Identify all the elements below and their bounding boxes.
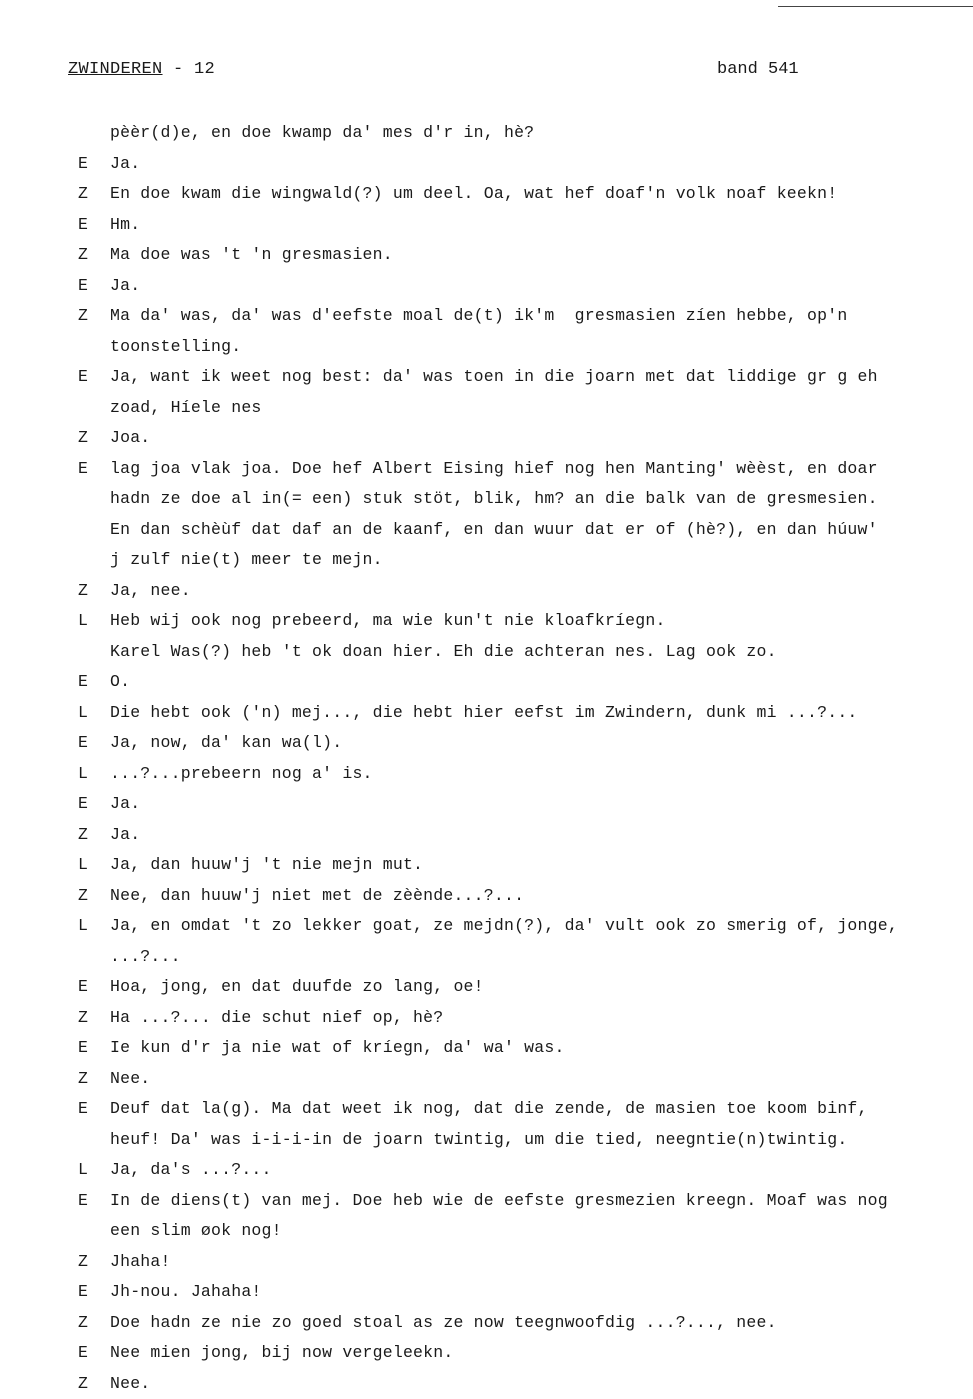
utterance-text: heuf! Da' was i-i-i-in de joarn twintig, um die tied, neegntie(n)twintig. bbox=[110, 1125, 847, 1156]
document-title: ZWINDEREN bbox=[68, 60, 163, 79]
utterance-text: In de diens(t) van mej. Doe heb wie de eefste gresmezien kreegn. Moaf was nog bbox=[110, 1186, 888, 1217]
transcript-line bbox=[0, 1216, 973, 1247]
speaker-label: Z bbox=[78, 881, 88, 912]
transcript-line bbox=[0, 1125, 973, 1156]
utterance-text: Ha ...?... die schut nief op, hè? bbox=[110, 1003, 443, 1034]
transcript-line bbox=[0, 1338, 973, 1369]
transcript-line bbox=[0, 1277, 973, 1308]
utterance-text: Nee mien jong, bij now vergeleekn. bbox=[110, 1338, 453, 1369]
utterance-text: Ma da' was, da' was d'eefste moal de(t) ik'm gresmasien zíen hebbe, op'n bbox=[110, 301, 847, 332]
transcript-line bbox=[0, 1094, 973, 1125]
transcript-line bbox=[0, 759, 973, 790]
speaker-label: Z bbox=[78, 1308, 88, 1339]
transcript-line bbox=[0, 210, 973, 241]
utterance-text: Hm. bbox=[110, 210, 140, 241]
utterance-text: En dan schèùf dat daf an de kaanf, en dan wuur dat er of (hè?), en dan húuw' bbox=[110, 515, 878, 546]
speaker-label: E bbox=[78, 1094, 88, 1125]
utterance-text: Ja. bbox=[110, 149, 140, 180]
utterance-text: Deuf dat la(g). Ma dat weet ik nog, dat die zende, de masien toe koom binf, bbox=[110, 1094, 868, 1125]
speaker-label: Z bbox=[78, 820, 88, 851]
transcript-line bbox=[0, 728, 973, 759]
transcript-line bbox=[0, 301, 973, 332]
utterance-text: ...?...prebeern nog a' is. bbox=[110, 759, 373, 790]
utterance-text: Ja, want ik weet nog best: da' was toen in die joarn met dat liddige gr g eh bbox=[110, 362, 878, 393]
speaker-label: Z bbox=[78, 1247, 88, 1278]
utterance-text: Ie kun d'r ja nie wat of kríegn, da' wa' was. bbox=[110, 1033, 565, 1064]
speaker-label: E bbox=[78, 972, 88, 1003]
speaker-label: Z bbox=[78, 1064, 88, 1095]
speaker-label: E bbox=[78, 271, 88, 302]
utterance-text: Jhaha! bbox=[110, 1247, 171, 1278]
speaker-label: Z bbox=[78, 1369, 88, 1399]
speaker-label: E bbox=[78, 1338, 88, 1369]
transcript-line bbox=[0, 637, 973, 668]
transcript-line bbox=[0, 271, 973, 302]
utterance-text: O. bbox=[110, 667, 130, 698]
speaker-label: E bbox=[78, 667, 88, 698]
transcript-line bbox=[0, 1033, 973, 1064]
speaker-label: Z bbox=[78, 576, 88, 607]
utterance-text: Ma doe was 't 'n gresmasien. bbox=[110, 240, 393, 271]
utterance-text: Ja, dan huuw'j 't nie mejn mut. bbox=[110, 850, 423, 881]
transcript-line bbox=[0, 942, 973, 973]
transcript-line bbox=[0, 545, 973, 576]
utterance-text: Heb wij ook nog prebeerd, ma wie kun't nie kloafkríegn. bbox=[110, 606, 666, 637]
transcript-line bbox=[0, 362, 973, 393]
transcript-line bbox=[0, 149, 973, 180]
transcript-line bbox=[0, 881, 973, 912]
transcript-body bbox=[0, 118, 973, 1399]
transcript-line bbox=[0, 667, 973, 698]
speaker-label: Z bbox=[78, 1003, 88, 1034]
transcript-line bbox=[0, 698, 973, 729]
utterance-text: Ja. bbox=[110, 820, 140, 851]
transcript-line bbox=[0, 1064, 973, 1095]
transcript-line bbox=[0, 972, 973, 1003]
utterance-text: Ja, da's ...?... bbox=[110, 1155, 272, 1186]
speaker-label: E bbox=[78, 1277, 88, 1308]
speaker-label: E bbox=[78, 1186, 88, 1217]
utterance-text: pèèr(d)e, en doe kwamp da' mes d'r in, hè? bbox=[110, 118, 534, 149]
utterance-text: Nee. bbox=[110, 1064, 150, 1095]
utterance-text: hadn ze doe al in(= een) stuk stöt, blik, hm? an die balk van de gresmesien. bbox=[110, 484, 878, 515]
utterance-text: j zulf nie(t) meer te mejn. bbox=[110, 545, 383, 576]
transcript-line bbox=[0, 850, 973, 881]
utterance-text: Ja, en omdat 't zo lekker goat, ze mejdn(?), da' vult ook zo smerig of, jonge, bbox=[110, 911, 898, 942]
transcript-line bbox=[0, 515, 973, 546]
transcript-line bbox=[0, 1003, 973, 1034]
transcript-line bbox=[0, 576, 973, 607]
transcript-line bbox=[0, 484, 973, 515]
speaker-label: L bbox=[78, 850, 88, 881]
utterance-text: Hoa, jong, en dat duufde zo lang, oe! bbox=[110, 972, 484, 1003]
transcript-line bbox=[0, 118, 973, 149]
utterance-text: Ja, now, da' kan wa(l). bbox=[110, 728, 342, 759]
utterance-text: Nee. bbox=[110, 1369, 150, 1399]
speaker-label: L bbox=[78, 911, 88, 942]
speaker-label: Z bbox=[78, 301, 88, 332]
utterance-text: toonstelling. bbox=[110, 332, 241, 363]
top-rule bbox=[778, 6, 973, 7]
transcript-line bbox=[0, 1247, 973, 1278]
transcript-line bbox=[0, 423, 973, 454]
speaker-label: E bbox=[78, 1033, 88, 1064]
speaker-label: L bbox=[78, 698, 88, 729]
speaker-label: Z bbox=[78, 423, 88, 454]
utterance-text: Doe hadn ze nie zo goed stoal as ze now teegnwoofdig ...?..., nee. bbox=[110, 1308, 777, 1339]
transcript-line bbox=[0, 820, 973, 851]
utterance-text: Jh-nou. Jahaha! bbox=[110, 1277, 262, 1308]
transcript-line bbox=[0, 332, 973, 363]
utterance-text: een slim øok nog! bbox=[110, 1216, 282, 1247]
utterance-text: En doe kwam die wingwald(?) um deel. Oa, wat hef doaf'n volk noaf keekn! bbox=[110, 179, 837, 210]
speaker-label: E bbox=[78, 454, 88, 485]
speaker-label: E bbox=[78, 362, 88, 393]
utterance-text: Ja, nee. bbox=[110, 576, 191, 607]
tape-number: band 541 bbox=[717, 60, 799, 79]
speaker-label: L bbox=[78, 1155, 88, 1186]
utterance-text: Karel Was(?) heb 't ok doan hier. Eh die achteran nes. Lag ook zo. bbox=[110, 637, 777, 668]
transcript-line bbox=[0, 179, 973, 210]
speaker-label: Z bbox=[78, 179, 88, 210]
transcript-line bbox=[0, 454, 973, 485]
utterance-text: Joa. bbox=[110, 423, 150, 454]
transcript-line bbox=[0, 789, 973, 820]
transcript-line bbox=[0, 606, 973, 637]
utterance-text: ...?... bbox=[110, 942, 181, 973]
transcript-line bbox=[0, 240, 973, 271]
utterance-text: Die hebt ook ('n) mej..., die hebt hier eefst im Zwindern, dunk mi ...?... bbox=[110, 698, 858, 729]
page-header bbox=[68, 60, 215, 79]
speaker-label: L bbox=[78, 759, 88, 790]
utterance-text: lag joa vlak joa. Doe hef Albert Eising hief nog hen Manting' wèèst, en doar bbox=[110, 454, 878, 485]
speaker-label: E bbox=[78, 210, 88, 241]
page-number: - 12 bbox=[163, 60, 216, 79]
transcript-line bbox=[0, 1369, 973, 1399]
speaker-label: E bbox=[78, 149, 88, 180]
speaker-label: Z bbox=[78, 240, 88, 271]
transcript-line bbox=[0, 1155, 973, 1186]
utterance-text: zoad, Híele nes bbox=[110, 393, 262, 424]
transcript-line bbox=[0, 1186, 973, 1217]
speaker-label: L bbox=[78, 606, 88, 637]
transcript-line bbox=[0, 1308, 973, 1339]
utterance-text: Nee, dan huuw'j niet met de zèènde...?... bbox=[110, 881, 524, 912]
transcript-line bbox=[0, 911, 973, 942]
speaker-label: E bbox=[78, 728, 88, 759]
transcript-line bbox=[0, 393, 973, 424]
utterance-text: Ja. bbox=[110, 271, 140, 302]
speaker-label: E bbox=[78, 789, 88, 820]
utterance-text: Ja. bbox=[110, 789, 140, 820]
